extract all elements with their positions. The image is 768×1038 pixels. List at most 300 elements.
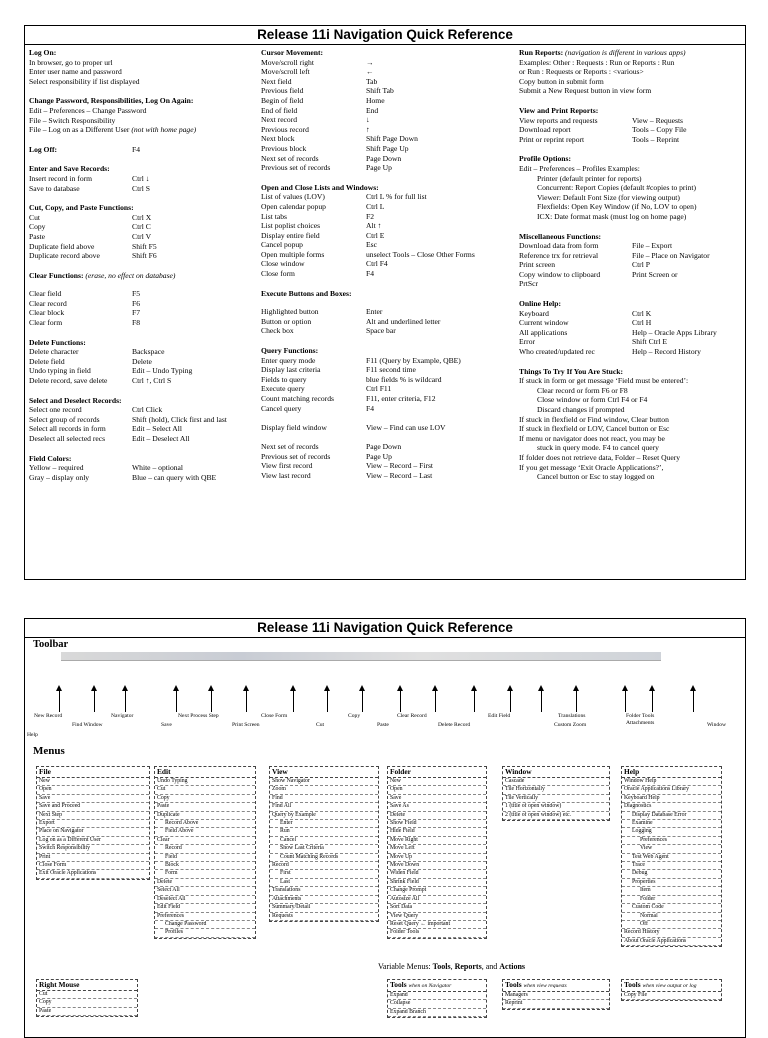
shortcut-key: Help – Oracle Apps Library xyxy=(632,327,717,337)
menu-item: Show Last Criteria xyxy=(270,845,378,853)
shortcut-key: blue fields % is wildcard xyxy=(366,374,442,384)
section-heading-text: Log Off xyxy=(29,144,55,154)
shortcut-key: Ctrl ↑, Ctrl S xyxy=(132,376,172,386)
callout-arrow-icon xyxy=(290,685,297,713)
column-left xyxy=(29,48,257,492)
toolbar-label: Custom Zoom xyxy=(554,722,587,728)
callout-arrow-icon xyxy=(56,685,63,713)
menu-item: Move Right xyxy=(388,837,486,845)
shortcut-key: F11, enter criteria, F12 xyxy=(366,394,436,403)
reference-line: stuck in query mode. F4 to cancel query xyxy=(537,443,659,453)
shortcut-row xyxy=(29,376,257,386)
shortcut-row xyxy=(261,317,519,327)
shortcut-key: F11 second time xyxy=(366,365,416,375)
shortcut-row xyxy=(261,423,519,433)
shortcut-row xyxy=(261,192,519,202)
shortcut-key: F7 xyxy=(132,308,141,318)
menu-item: Autosize All xyxy=(388,896,486,904)
reference-line: If folder does not retrieve data, Folder – Reset Query xyxy=(519,452,681,462)
shortcut-action: Delete character xyxy=(29,347,79,357)
shortcut-key: ← xyxy=(366,67,374,77)
menu-item: View Query xyxy=(388,913,486,921)
menu-item: Diagnostics xyxy=(622,803,721,811)
shortcut-key: Space bar xyxy=(366,326,396,336)
section-heading: Open and Close Lists and Windows: xyxy=(261,182,379,192)
menu-item: Run xyxy=(270,828,378,836)
shortcut-row xyxy=(29,299,257,309)
section-heading-text: Online Help xyxy=(519,299,559,309)
callout-arrow-icon xyxy=(432,685,439,713)
menu-item: Expand xyxy=(388,992,486,1000)
menu-item: Window Help xyxy=(622,778,721,786)
spacer xyxy=(261,298,519,307)
menu-item: Field Above xyxy=(155,828,255,836)
menu-box xyxy=(154,766,256,939)
shortcut-action: List poplist choices xyxy=(261,221,321,231)
shortcut-key: F4 xyxy=(366,403,375,413)
shortcut-action: Who created/updated rec xyxy=(519,347,595,357)
menu-item: Enter xyxy=(270,820,378,828)
section-heading-text: Query Functions xyxy=(261,346,316,356)
section-heading-text: View and Print Reports xyxy=(519,105,596,115)
shortcut-action: Close form xyxy=(261,269,295,279)
shortcut-action: Undo typing in field xyxy=(29,366,91,376)
shortcut-action: Insert record in form xyxy=(29,173,93,183)
menu-item: Translations xyxy=(270,887,378,895)
toolbar-label: Navigator xyxy=(111,713,134,719)
shortcut-key: Ctrl ↓ xyxy=(132,173,150,183)
shortcut-key: Print Screen or xyxy=(632,269,678,279)
section-heading: Field Colors: xyxy=(29,453,72,463)
menu-item: Block xyxy=(155,862,255,870)
menu-title xyxy=(388,767,486,778)
callout-arrow-icon xyxy=(622,685,629,713)
menu-item: Find All xyxy=(270,803,378,811)
shortcut-action: Display field window xyxy=(261,422,327,432)
shortcut-action: All applications xyxy=(519,327,568,337)
shortcut-action: Button or option xyxy=(261,316,312,326)
menu-item: Move Down xyxy=(388,862,486,870)
shortcut-action: Previous record xyxy=(261,124,309,134)
shortcut-key: Edit – Select All xyxy=(132,424,182,434)
toolbar-label: New Record xyxy=(34,713,63,719)
shortcut-key: F4 xyxy=(132,144,141,154)
menu-item: First xyxy=(270,870,378,878)
menu-item: Form xyxy=(155,870,255,878)
section-heading: Select and Deselect Records: xyxy=(29,395,122,405)
menu-item: New xyxy=(388,778,486,786)
menu-box xyxy=(502,766,610,821)
shortcut-key: Ctrl V xyxy=(132,231,152,241)
shortcut-row xyxy=(261,58,519,68)
shortcut-key: Ctrl L % for full list xyxy=(366,192,427,202)
callout-arrow-icon xyxy=(91,685,98,713)
menu-item: Record History xyxy=(622,929,721,937)
shortcut-action: Clear field xyxy=(29,289,62,299)
menu-item: Paste xyxy=(155,803,255,811)
shortcut-key: Page Down xyxy=(366,441,402,451)
reference-section xyxy=(29,145,257,155)
shortcut-action: Copy xyxy=(29,222,46,232)
shortcut-key: Ctrl L xyxy=(366,201,385,211)
section-heading-text: Cut, Copy, and Paste Functions xyxy=(29,203,132,213)
shortcut-key: ↑ xyxy=(366,124,370,134)
shortcut-row xyxy=(261,432,519,442)
shortcut-key: F8 xyxy=(132,318,141,328)
reference-section xyxy=(29,48,257,86)
menu-item: Managers xyxy=(503,992,609,1000)
shortcut-action: Previous field xyxy=(261,86,304,96)
shortcut-row xyxy=(519,347,745,357)
menu-item: Keyboard Help xyxy=(622,795,721,803)
reference-line: Select responsibility if list displayed xyxy=(29,76,140,86)
shortcut-row xyxy=(519,251,745,261)
shortcut-key: Tab xyxy=(366,76,378,86)
toolbar-label: Cut xyxy=(316,722,325,728)
menu-item: Tile Vertically xyxy=(503,795,609,803)
shortcut-action: Select one record xyxy=(29,405,82,415)
menu-item: About Oracle Applications xyxy=(622,938,721,946)
shortcut-action: Execute query xyxy=(261,384,305,394)
menu-item: Record Above xyxy=(155,820,255,828)
reference-line: Examples: Other : Requests : Run or Reports : Run xyxy=(519,57,675,67)
toolbar-label: Close Form xyxy=(261,713,288,719)
menu-item: Logging xyxy=(622,828,721,836)
reference-line: If stuck in flexfield or LOV, Cancel button or Esc xyxy=(519,424,670,434)
shortcut-row xyxy=(29,434,257,444)
menu-item: Save xyxy=(388,795,486,803)
reference-section xyxy=(519,106,745,144)
reference-line: If you get message ‘Exit Oracle Applications?’, xyxy=(519,462,664,472)
menu-item: Cascade xyxy=(503,778,609,786)
menu-item: Field xyxy=(155,854,255,862)
shortcut-key: Tools – Reprint xyxy=(632,134,680,144)
menu-title-text: View xyxy=(272,767,288,776)
shortcut-row xyxy=(519,270,745,280)
menu-item: Select All xyxy=(155,887,255,895)
reference-note: (not with home page) xyxy=(131,125,197,135)
toolbar-label: Edit Field xyxy=(488,713,511,719)
shortcut-row xyxy=(29,251,257,261)
menu-box xyxy=(36,766,150,880)
shortcut-row xyxy=(261,452,519,462)
menu-item: Oracle Applications Library xyxy=(622,786,721,794)
reference-section xyxy=(29,338,257,386)
menu-title xyxy=(37,767,149,778)
section-heading-text: Profile Options xyxy=(519,154,569,164)
shortcut-row xyxy=(261,154,519,164)
menu-title xyxy=(622,980,721,992)
shortcut-key: View – Record – First xyxy=(366,461,434,471)
shortcut-action: Copy window to clipboard xyxy=(519,269,601,279)
menu-box xyxy=(36,979,138,1017)
shortcut-row xyxy=(519,116,745,126)
shortcut-row xyxy=(261,163,519,173)
variable-menu-actions: Actions xyxy=(499,962,526,971)
shortcut-action: Next set of records xyxy=(261,441,319,451)
toolbar-label: Delete Record xyxy=(438,722,471,728)
menu-item: Copy xyxy=(37,999,137,1007)
shortcut-key: Ctrl F11 xyxy=(366,384,392,394)
shortcut-row xyxy=(261,144,519,154)
shortcut-row xyxy=(29,213,257,223)
section-heading: Query Functions: xyxy=(261,346,319,356)
menu-item: Open xyxy=(37,786,149,794)
shortcut-action: Next block xyxy=(261,134,295,144)
shortcut-row xyxy=(261,356,519,366)
menu-item: Preferences xyxy=(622,837,721,845)
menu-title-text: Help xyxy=(624,767,640,776)
menu-item: Sort Data xyxy=(388,904,486,912)
reference-section xyxy=(261,289,519,336)
menu-title xyxy=(37,980,137,991)
variable-menu-tools: Tools xyxy=(432,962,451,971)
menu-box xyxy=(621,766,722,947)
shortcut-action: Select all records in form xyxy=(29,424,106,434)
shortcut-row xyxy=(519,337,745,347)
shortcut-key: Page Up xyxy=(366,163,392,173)
shortcut-row xyxy=(29,424,257,434)
menu-title xyxy=(155,767,255,778)
shortcut-key: Esc xyxy=(366,240,377,250)
menu-item: View xyxy=(622,845,721,853)
shortcut-row xyxy=(261,461,519,471)
section-heading-text: Cursor Movement xyxy=(261,48,321,57)
toolbar-label: Help xyxy=(27,732,38,738)
section-heading-text: Miscellaneous Functions xyxy=(519,231,599,241)
section-heading: Run Reports: (navigation is different in various apps) xyxy=(519,48,686,57)
shortcut-action: Clear form xyxy=(29,318,63,328)
shortcut-key: F11 (Query by Example, QBE) xyxy=(366,355,461,365)
menu-item: Custom Code xyxy=(622,904,721,912)
menu-item: Change Prompt xyxy=(388,887,486,895)
menu-item: Tile Horizontally xyxy=(503,786,609,794)
menu-item: Save As xyxy=(388,803,486,811)
menu-title xyxy=(388,980,486,992)
menu-item: Test Web Agent xyxy=(622,854,721,862)
shortcut-row xyxy=(261,413,519,423)
section-heading-text: Delete Functions xyxy=(29,337,84,347)
shortcut-key: Ctrl X xyxy=(132,212,152,222)
shortcut-action: Enter query mode xyxy=(261,355,316,365)
shortcut-key: Shift Page Down xyxy=(366,134,418,144)
variable-menus-prefix: Variable Menus: xyxy=(378,962,433,971)
shortcut-key: Edit – Undo Typing xyxy=(132,366,193,376)
shortcut-row xyxy=(261,259,519,269)
shortcut-key: F6 xyxy=(132,298,141,308)
shortcut-row xyxy=(29,242,257,252)
shortcut-action: Next record xyxy=(261,115,298,125)
menu-item: Debug xyxy=(622,870,721,878)
menu-title xyxy=(503,767,609,778)
shortcut-key: Ctrl F4 xyxy=(366,259,388,269)
menu-title-text: Window xyxy=(505,767,532,776)
shortcut-action: Cut xyxy=(29,212,40,222)
section-heading: Log On: xyxy=(29,48,57,57)
section-heading-note: (erase, no effect on database) xyxy=(85,270,176,280)
menu-item: Collapse xyxy=(388,1000,486,1008)
menu-box xyxy=(387,979,487,1018)
shortcut-row xyxy=(519,260,745,270)
reference-line: Submit a New Request button in view form xyxy=(519,86,652,96)
menu-item: Reset Query ← important xyxy=(388,921,486,929)
callout-arrow-icon xyxy=(649,685,656,713)
shortcut-action: Count matching records xyxy=(261,394,334,403)
reference-section xyxy=(261,183,519,279)
variable-menus-line xyxy=(378,962,525,971)
menu-item: Close Form xyxy=(37,862,149,870)
menu-item: Expand Branch xyxy=(388,1009,486,1017)
shortcut-action: Display entire field xyxy=(261,230,320,240)
menu-item: Cut xyxy=(155,786,255,794)
callout-arrow-icon xyxy=(324,685,331,713)
shortcut-action: Fields to query xyxy=(261,374,307,384)
menu-item: Undo Typing xyxy=(155,778,255,786)
shortcut-key: Tools – Copy File xyxy=(632,125,687,135)
shortcut-row xyxy=(261,384,519,394)
menu-item: Paste xyxy=(37,1008,137,1016)
menu-item: Requests xyxy=(270,913,378,921)
shortcut-action: Previous set of records xyxy=(261,163,331,173)
shortcut-action: Cancel popup xyxy=(261,240,303,250)
menu-item: Cancel xyxy=(270,837,378,845)
menu-title-text: File xyxy=(39,767,51,776)
reference-line xyxy=(29,125,257,135)
reference-line: Enter user name and password xyxy=(29,67,122,77)
shortcut-action: PrtScr xyxy=(519,279,538,289)
reference-line: File – Switch Responsibility xyxy=(29,115,116,125)
shortcut-row xyxy=(519,309,745,319)
shortcut-action: Open multiple forms xyxy=(261,249,325,259)
shortcut-action: Check box xyxy=(261,326,294,336)
shortcut-action: Next set of records xyxy=(261,153,319,163)
menu-item: Find xyxy=(270,795,378,803)
menu-item: Place on Navigator xyxy=(37,828,149,836)
menu-item: Normal xyxy=(622,913,721,921)
shortcut-action: Download data from form xyxy=(519,241,599,251)
section-heading: Enter and Save Records: xyxy=(29,164,110,174)
reference-line: Flexfields: Open Key Window (if No, LOV to open) xyxy=(537,202,697,212)
menu-item: Open xyxy=(388,786,486,794)
shortcut-key: Help – Record History xyxy=(632,347,701,357)
menu-item: New xyxy=(37,778,149,786)
menu-item: Switch Responsibility xyxy=(37,845,149,853)
page-title-2: Release 11i Navigation Quick Reference xyxy=(25,619,745,638)
shortcut-key: Shift Page Up xyxy=(366,143,409,153)
reference-section xyxy=(29,164,257,193)
toolbar-label: Next Process Step xyxy=(178,713,219,719)
shortcut-action: Delete record, save delete xyxy=(29,376,108,386)
reference-section xyxy=(519,48,745,96)
shortcut-key: unselect Tools – Close Other Forms xyxy=(366,249,475,259)
menu-item: Profiles xyxy=(155,929,255,937)
shortcut-row xyxy=(261,115,519,125)
menu-item: Summary/Detail xyxy=(270,904,378,912)
toolbar-label: Paste xyxy=(377,722,389,728)
menu-box xyxy=(502,979,610,1010)
reference-line: If stuck in form or get message ‘Field must be entered’: xyxy=(519,376,689,386)
menu-item: Deselect All xyxy=(155,896,255,904)
toolbar-label: Save xyxy=(161,722,172,728)
section-heading: Delete Functions: xyxy=(29,337,86,347)
reference-line: Viewer: Default Font Size (for viewing output) xyxy=(537,192,680,202)
reference-line: Close window or form Ctrl F4 or F4 xyxy=(537,395,648,405)
shortcut-action: List of values (LOV) xyxy=(261,192,325,202)
callout-arrow-icon xyxy=(359,685,366,713)
menu-item: Record xyxy=(155,845,255,853)
reference-line: Discard changes if prompted xyxy=(537,405,625,414)
shortcut-action: Open calendar popup xyxy=(261,201,326,211)
shortcut-key: View – Find can use LOV xyxy=(366,422,446,432)
toolbar-heading: Toolbar xyxy=(33,639,69,650)
menu-item: Copy File xyxy=(622,992,721,1000)
shortcut-row xyxy=(261,125,519,135)
reference-line: In browser, go to proper url xyxy=(29,57,113,67)
menu-item: Save and Proceed xyxy=(37,803,149,811)
shortcut-row xyxy=(261,375,519,385)
shortcut-row xyxy=(261,221,519,231)
spacer xyxy=(29,280,257,289)
column-right xyxy=(519,48,745,492)
reference-section xyxy=(261,346,519,480)
shortcut-key: Shift Ctrl E xyxy=(632,337,668,347)
section-heading: View and Print Reports: xyxy=(519,105,599,115)
reference-line: Copy button in submit form xyxy=(519,76,604,86)
shortcut-key: F2 xyxy=(366,211,375,221)
shortcut-row xyxy=(261,212,519,222)
section-heading-text: Enter and Save Records xyxy=(29,164,108,174)
shortcut-action: Print screen xyxy=(519,260,556,270)
section-heading: Change Password, Responsibilities, Log On Again: xyxy=(29,96,194,106)
shortcut-key: Shift Tab xyxy=(366,86,394,96)
menu-box xyxy=(387,766,487,939)
menu-box xyxy=(269,766,379,922)
menu-title-text: Right Mouse xyxy=(39,980,80,989)
menu-item: Count Matching Records xyxy=(270,854,378,862)
section-heading: Execute Buttons and Boxes: xyxy=(261,288,352,298)
section-heading-text: Change Password, Responsibilities, Log On Again xyxy=(29,96,191,106)
shortcut-row xyxy=(29,308,257,318)
menu-item: Hide Field xyxy=(388,828,486,836)
shortcut-action: Next field xyxy=(261,76,292,86)
shortcut-row xyxy=(29,463,257,473)
shortcut-action: View last record xyxy=(261,470,311,480)
shortcut-key: File – Export xyxy=(632,241,673,251)
shortcut-row xyxy=(29,232,257,242)
menu-item: Export xyxy=(37,820,149,828)
section-heading-text: Field Colors xyxy=(29,453,69,463)
menu-item: Duplicate xyxy=(155,812,255,820)
section-heading: Cursor Movement: xyxy=(261,48,324,57)
shortcut-action: Clear block xyxy=(29,308,65,318)
shortcut-row xyxy=(261,404,519,414)
shortcut-row xyxy=(261,67,519,77)
shortcut-row xyxy=(261,106,519,116)
menu-item: Display Database Error xyxy=(622,812,721,820)
shortcut-action: Error xyxy=(519,337,536,347)
shortcut-key: Shift F5 xyxy=(132,241,157,251)
shortcut-row xyxy=(519,241,745,251)
menu-title-note: when view output or log xyxy=(642,983,697,989)
section-heading-text: Run Reports xyxy=(519,48,561,57)
section-heading-text: Select and Deselect Records xyxy=(29,395,120,405)
shortcut-key: Ctrl P xyxy=(632,260,650,270)
callout-arrow-icon xyxy=(243,685,250,713)
reference-section xyxy=(519,154,745,221)
shortcut-key: Home xyxy=(366,95,385,105)
menu-item: Widen Field xyxy=(388,870,486,878)
toolbar-label: Copy xyxy=(348,713,361,719)
